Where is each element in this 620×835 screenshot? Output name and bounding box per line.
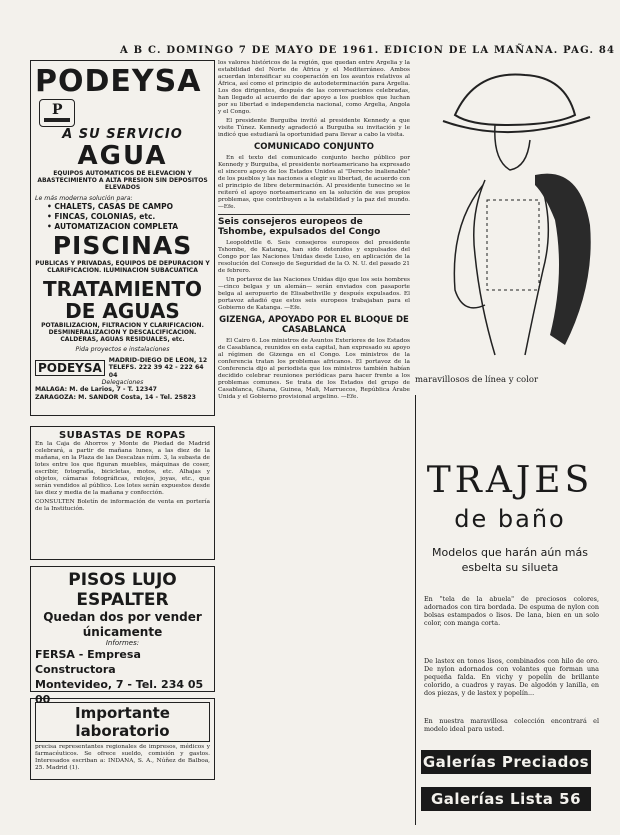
pisos-ad <box>30 566 215 707</box>
article-p2: El presidente Burguiba invitó al presidente Kennedy a que visite Túnez. Kennedy agradeció a Burguiba su invitación y le indicó que estudiará la oportunidad para llevar a cabo la visita. <box>218 118 410 138</box>
modelos-text: Modelos que harán aún más esbelta su silueta <box>431 546 588 574</box>
pisos-title: PISOS LUJO ESPALTER <box>68 570 177 610</box>
bullet-item-3: • AUTOMATIZACION COMPLETA <box>47 222 179 232</box>
debano-heading: de baño <box>454 505 566 533</box>
laboratorio-title: Importante laboratorio <box>35 702 210 742</box>
podeysa-ad <box>30 60 215 416</box>
piscinas-subtitle: PUBLICAS Y PRIVADAS, EQUIPOS DE DEPURACION Y CLARIFICACION. ILUMINACION SUBACUATICA <box>35 260 210 275</box>
headline-tshombe: Seis consejeros europeos de Tshombe, expulsados del Congo <box>218 214 410 237</box>
trajes-heading: TRAJES <box>426 460 594 501</box>
podeysa-logo: PODEYSA <box>35 64 202 99</box>
subastas-title: SUBASTAS DE ROPAS <box>58 430 187 441</box>
ad-paragraph-3: En nuestra maravillosa colección encontrará el modelo ideal para usted. <box>424 717 599 733</box>
headline-comunicado: COMUNICADO CONJUNTO <box>254 142 374 152</box>
pida-text: Pida proyectos e instalaciones <box>75 346 170 354</box>
middle-column <box>218 60 410 835</box>
pool-icon-letter: P <box>52 102 63 118</box>
page-header: A B C. DOMINGO 7 DE MAYO DE 1961. EDICION DE LA MAÑANA. PAG. 84 <box>120 45 616 56</box>
swimsuit-illustration <box>415 55 605 385</box>
tratamiento-heading: TRATAMIENTO DE AGUAS <box>43 277 202 324</box>
article-p4: Leopoldville 6. Seis consejeros europeos del presidente Tshombe, de Katanga, han sido detenidos y expulsados del Congo por las Naciones Unidas desde Luso, en aplicación de la resolución del Consejo de Seguridad de la O. N. U. del pasado 21 de febrero. <box>218 240 410 274</box>
solucion-text: Le más moderna solución para: <box>35 195 133 202</box>
arm-left <box>454 185 485 308</box>
laboratorio-body: precisa representantes regionales de impresos, médicos y farmacéuticos. Se ofrece sueldo, comisión y gastos. Interesados escriban a: INDANA, S. A., Núñez de Balboa, 25. Madrid (1). <box>35 744 210 771</box>
left-column <box>30 60 215 835</box>
article-p6: El Cairo 6. Los ministros de Asuntos Exteriores de los Estados de Casablanca, reunidos en esta capital, han expresado su apoyo al régimen de Gizenga en el Congo. Los ministros de la conferencia tratan los problemas africanos. El portavoz de la Conferencia dijo al periodista que los ministros también habían decidido celebrar reuniones periódicas para hacer frente a los problemas comunes. Se trata de los Estados del grupo de Casablanca, Ghana, Guinea, Mali, Marruecos, República Árabe Unida y el Gobierno provisional argelino. —Efe. <box>218 338 410 400</box>
podeysa-contact-row <box>35 357 210 379</box>
tratamiento-subtitle: POTABILIZACION, FILTRACION Y CLARIFICACION. DESMINERALIZACION Y DESCALCIFICACION. CALDERAS, AGUAS RESIDUALES, etc. <box>41 322 204 344</box>
subastas-consulten: CONSULTEN Boletín de información de venta en portería de la Institución. <box>35 499 210 512</box>
pisos-address: Montevideo, 7 - Tel. 234 05 00 <box>35 678 204 707</box>
agua-heading: AGUA <box>77 141 168 171</box>
piscinas-heading: PISCINAS <box>52 231 193 261</box>
illustration-caption: maravillosos de línea y color <box>415 375 539 385</box>
pisos-line3: únicamente <box>82 625 163 639</box>
subastas-body: En la Caja de Ahorros y Monte de Piedad de Madrid celebrará, a partir de mañana lunes, a las diez de la mañana, en la Plaza de las Descalzas núm. 3, la subasta de lotes entre los que figuran muebles, máquinas de coser, escribir, fotografía, bicicletas, motos, etc. Alhajas y objetos, cámaras fotográficas, relojes, joyas, etc., que serán vendidos al público. Los lotes serán expuestos desde las diez y media de la mañana y confección. <box>35 441 210 496</box>
galerias-ad <box>415 395 604 825</box>
hat-shape <box>455 75 575 126</box>
pisos-informes: Informes: <box>105 639 140 647</box>
body-outline <box>474 180 549 355</box>
galerias-preciados-banner: Galerías Preciados <box>421 750 591 774</box>
subastas-ad <box>30 426 215 560</box>
galerias-lista-banner: Galerías Lista 56 <box>421 787 591 811</box>
bullet-text-1: CHALETS, CASAS DE CAMPO <box>54 202 174 212</box>
bullet-item-2: • FINCAS, COLONIAS, etc. <box>47 212 156 222</box>
ad-paragraph-1: En "tela de la abuela" de preciosos colores, adornados con tira bordada. De espuma de nylon con bolsas estampados o lisos. De lana, bien en un solo color, con manga corta. <box>424 595 599 627</box>
pisos-fersa: FERSA - Empresa Constructora <box>35 648 141 677</box>
bullet-text-2: FINCAS, COLONIAS, etc. <box>54 212 156 222</box>
delegacion-malaga: MALAGA: M. de Larios, 7 - T. 12347 <box>35 386 157 394</box>
towel-shape <box>535 174 591 345</box>
bullet-text-3: AUTOMATIZACION COMPLETA <box>54 222 179 232</box>
delegacion-zaragoza: ZARAGOZA: M. SANDOR Costa, 14 - Tel. 25823 <box>35 393 196 401</box>
podeysa-small-logo: PODEYSA <box>35 360 105 376</box>
delegaciones-label: Delegaciones <box>101 379 144 387</box>
pisos-line2: Quedan dos por vender <box>43 610 202 624</box>
swimsuit-pattern <box>487 200 539 290</box>
article-p3: En el texto del comunicado conjunto hecho público por Kennedy y Burguiba, el presidente norteamericano ha expresado el sincero apoyo de los Estados Unidos al "Derecho inalienable" de los pueblos y las naciones a elegir su libertad, de acuerdo con el principio de libre determinación. Al presidente tunecino se le reiteró el apoyo norteamericano en la solución de sus propios problemas, que contribuyen a la estabilidad y la paz del mundo. —Efe. <box>218 155 410 210</box>
bullet-item-1: • CHALETS, CASAS DE CAMPO <box>47 202 174 212</box>
pool-icon <box>39 99 75 127</box>
ad-paragraph-2: De lastex en tonos lisos, combinados con hilo de oro. De nylon adornados con volantes que forman una pequeña falda. En vichy y popelín de brillante colorido, a cuadros y rayas. De algodón y lanilla, en dos piezas, y de lastex y popelín... <box>424 657 599 697</box>
article-p5: Un portavoz de las Naciones Unidas dijo que los seis hombres —cinco belgas y un alemán— serán enviados con pasaporte belga al aeropuerto de Elisabethville y después expulsados. El portavoz añadió que estos seis europeos trabajaban para el Gobierno de Katanga. —Efe. <box>218 277 410 311</box>
headline-gizenga: GIZENGA, APOYADO POR EL BLOQUE DE CASABLANCA <box>219 315 409 335</box>
podeysa-brand-row <box>35 64 210 127</box>
servicio-text: A SU SERVICIO <box>62 127 183 142</box>
podeysa-address: MADRID-DIEGO DE LEON, 12 TELEFS. 222 39 42 - 222 64 04 <box>108 356 208 379</box>
laboratorio-ad <box>30 698 215 780</box>
right-column <box>415 55 605 830</box>
article-p1: los valores históricos de la región, que quedan entre Argelia y la estabilidad del Norte de África y el Mediterráneo. Ambos acuerdan intensificar su cooperación en los asuntos relativos al África, así como el principio de autodeterminación para Argelia. Los dos dirigentes, después de las conversaciones celebradas, han llegado al acuerdo de dar apoyo a los pueblos que luchan por su libertad e independencia nacional, como Argelia, Angola y el Congo. <box>218 60 410 115</box>
agua-subtitle: EQUIPOS AUTOMATICOS DE ELEVACION Y ABASTECIMIENTO A ALTA PRESION SIN DEPOSITOS ELEVADOS <box>37 170 208 191</box>
